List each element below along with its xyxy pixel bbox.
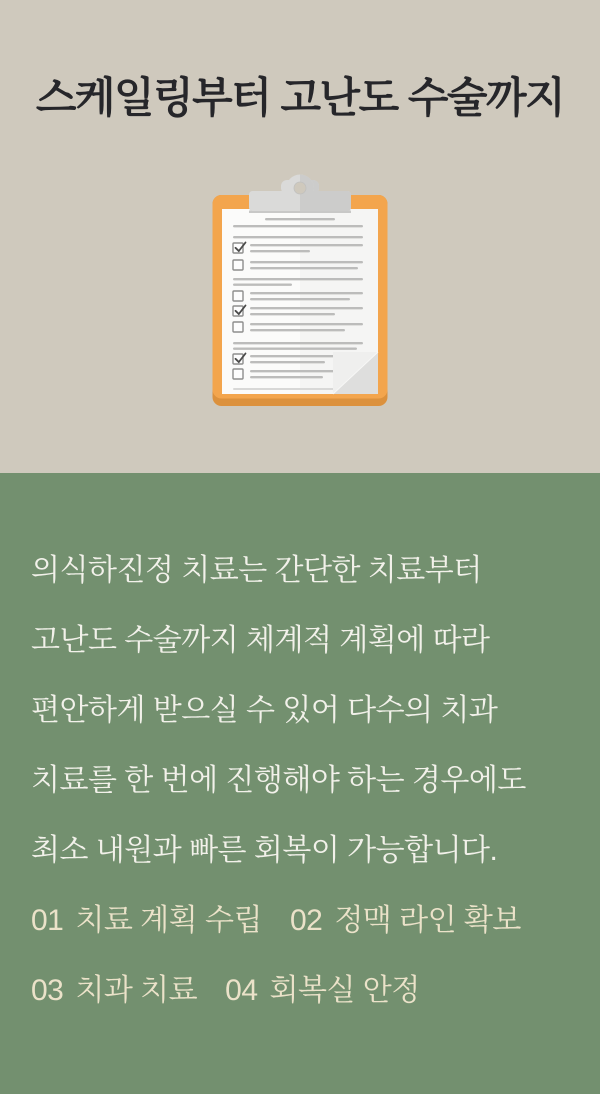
step-item-1 xyxy=(31,886,262,956)
step-item-3 xyxy=(31,956,197,1026)
paragraph-line: 의식하진정 치료는 간단한 치료부터 xyxy=(31,554,482,587)
step-label: 치료 계획 수립 xyxy=(75,904,262,937)
checkbox-unchecked xyxy=(233,260,243,270)
paragraph-line: 치료를 한 번에 진행해야 하는 경우에도 xyxy=(31,764,526,797)
paper-fold-corner xyxy=(333,352,378,394)
checkbox-unchecked xyxy=(233,369,243,379)
clip-hole xyxy=(294,182,306,194)
step-number: 02 xyxy=(289,904,323,937)
steps-row xyxy=(31,956,580,1026)
page-title: 스케일링부터 고난도 수술까지 xyxy=(35,74,565,121)
step-item-4 xyxy=(225,956,420,1026)
checkbox-unchecked xyxy=(233,291,243,301)
clipboard-clip xyxy=(249,175,351,214)
step-number: 01 xyxy=(31,904,64,937)
paragraph-line: 고난도 수술까지 체계적 계획에 따라 xyxy=(31,624,490,657)
paragraph-line: 편안하게 받으실 수 있어 다수의 치과 xyxy=(31,694,498,727)
step-label: 정맥 라인 확보 xyxy=(334,904,521,937)
step-number: 03 xyxy=(31,974,64,1007)
step-label: 치과 치료 xyxy=(75,974,198,1007)
top-section xyxy=(0,0,600,473)
steps-row xyxy=(31,886,580,956)
checkboxes xyxy=(233,243,246,380)
paragraph-line: 최소 내원과 빠른 회복이 가능합니다. xyxy=(31,834,498,867)
treatment-steps-list xyxy=(31,886,580,1026)
description-paragraph xyxy=(31,536,580,886)
step-item-2 xyxy=(290,886,521,956)
step-label: 회복실 안정 xyxy=(269,974,420,1007)
bottom-section xyxy=(0,473,600,1094)
clipboard-checklist-illustration xyxy=(205,168,395,413)
clipboard-illustration-wrap xyxy=(0,168,600,413)
checkbox-unchecked xyxy=(233,322,243,332)
step-number: 04 xyxy=(225,974,258,1007)
